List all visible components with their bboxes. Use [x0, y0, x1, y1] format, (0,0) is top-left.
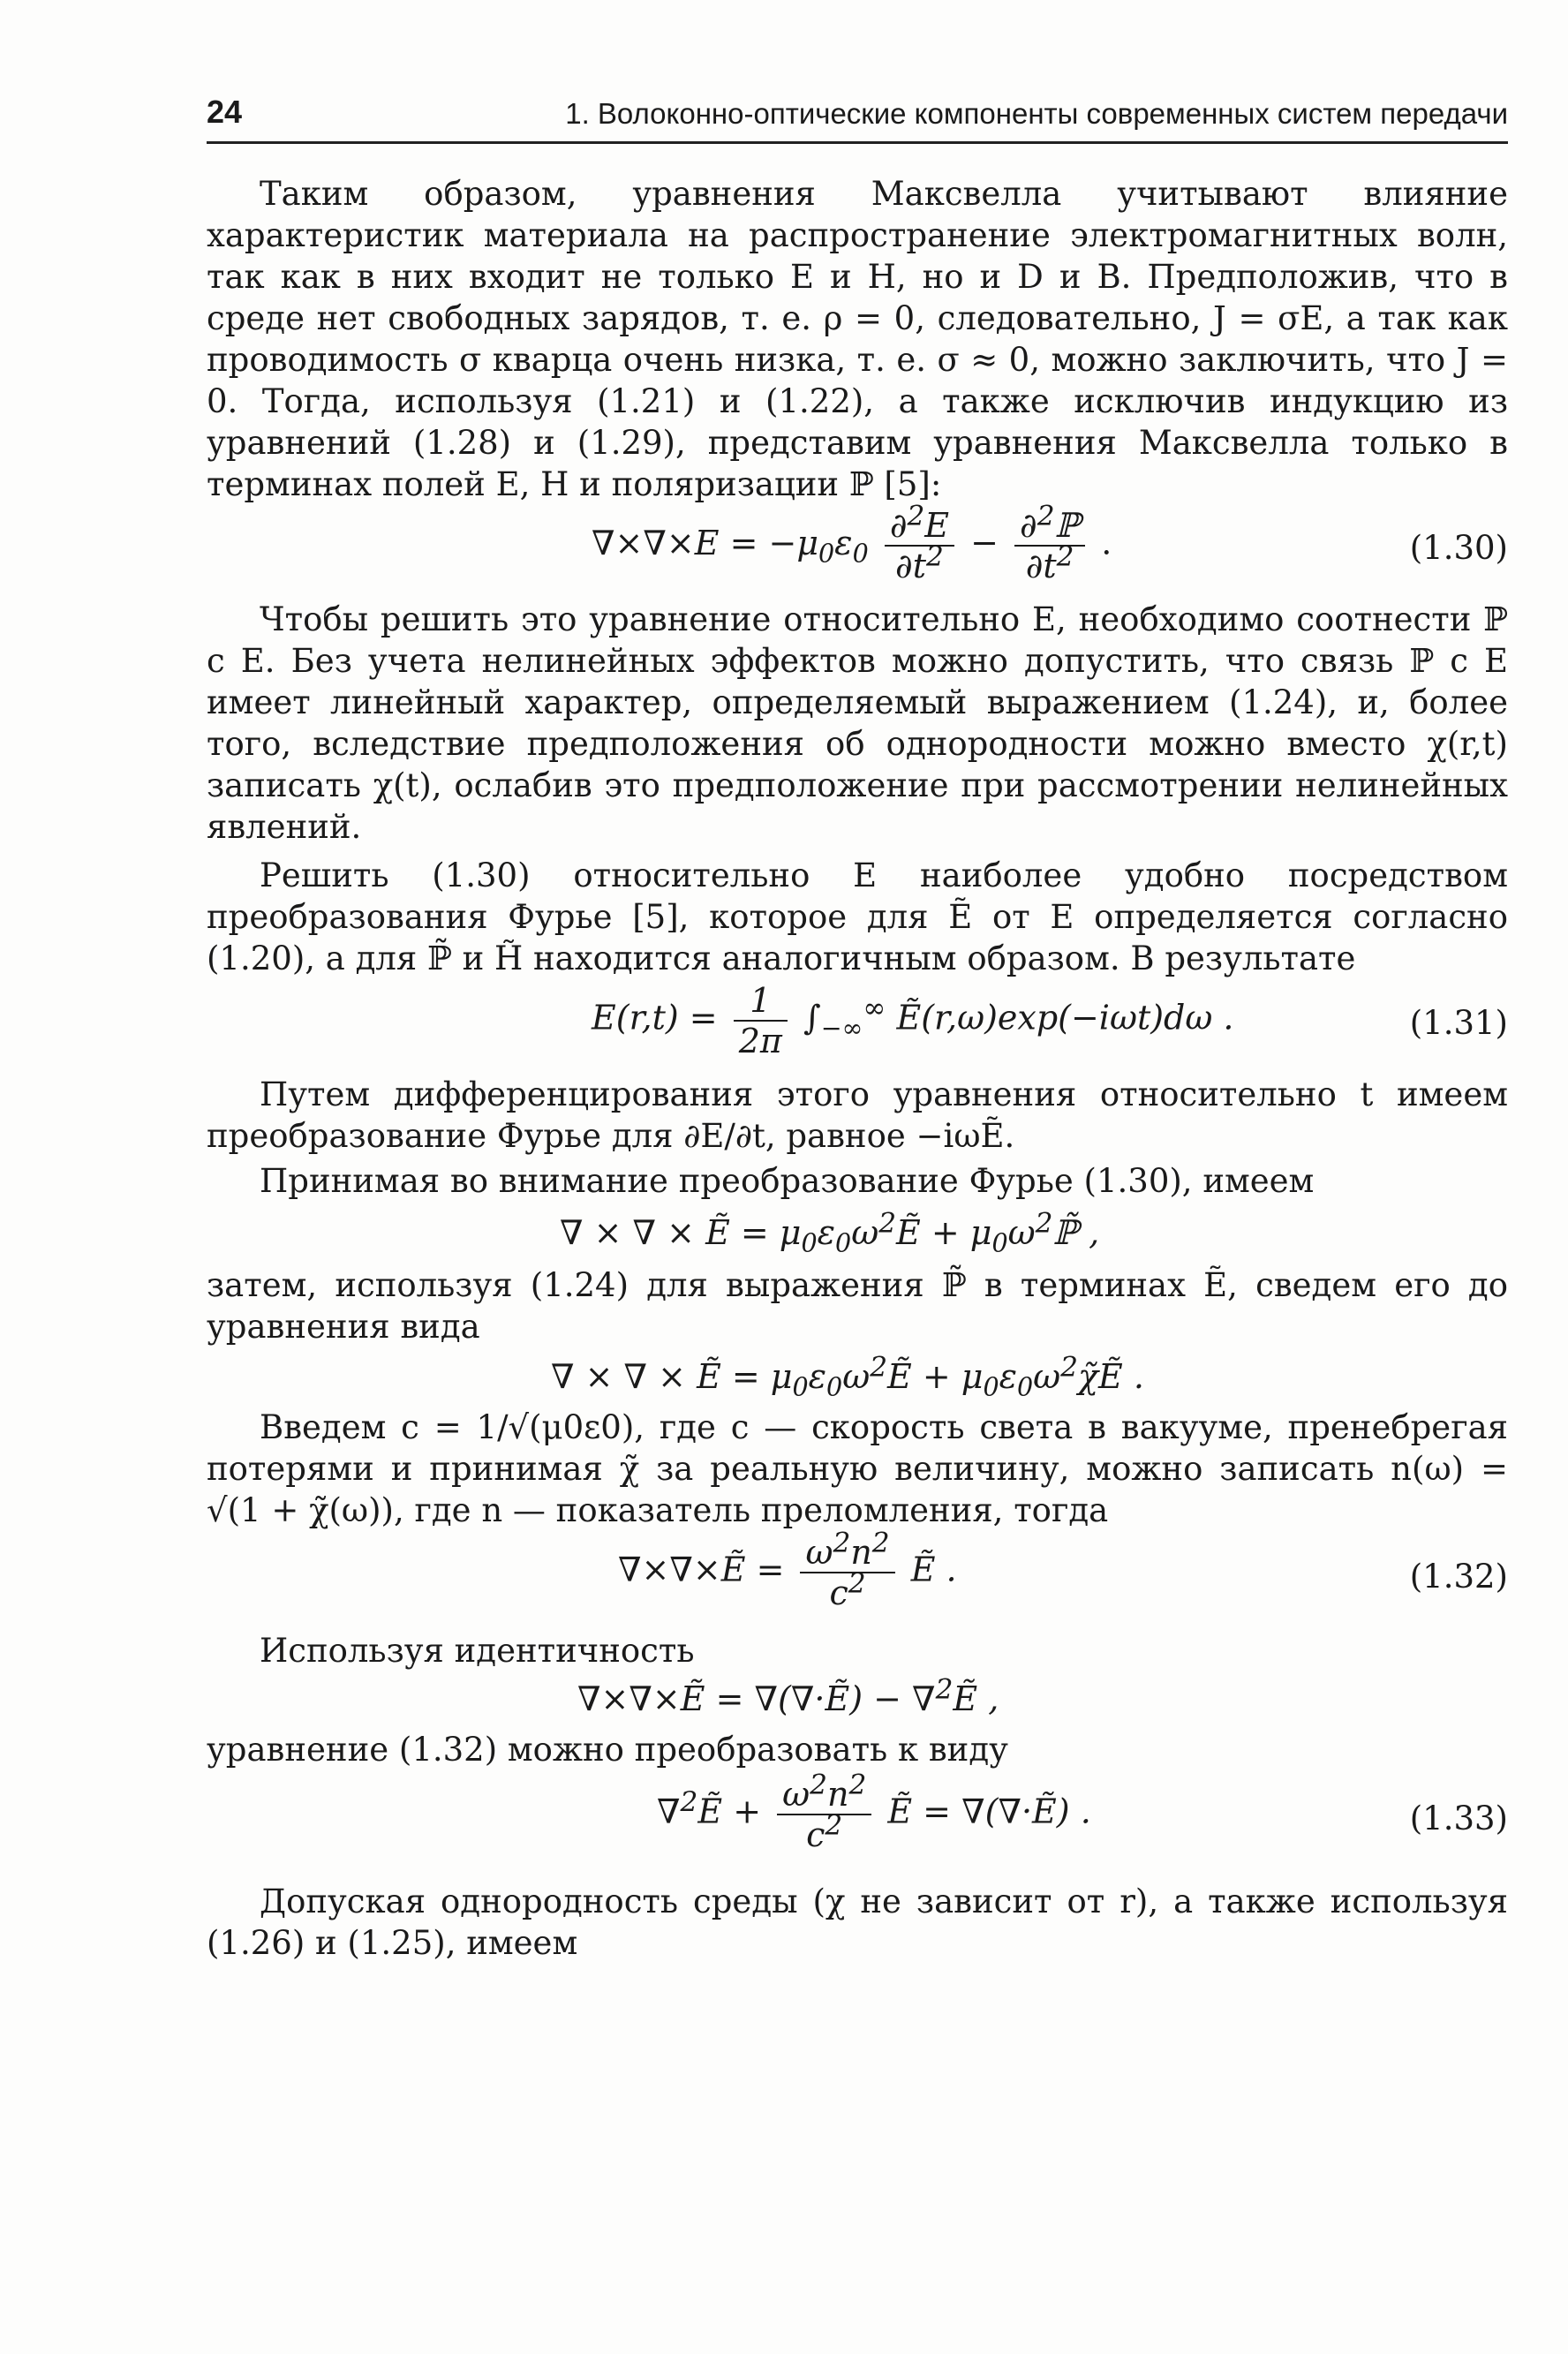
paragraph-3: Решить (1.30) относительно E наиболее удобно посредством преобразования Фурье [5], которое для Ẽ от E определяется согласно (1.20), а для ℙ̃ и H̃ находится аналогичным образом. В результате [207, 856, 1508, 977]
equation-number-1-33: (1.33) [1409, 1799, 1508, 1837]
chapter-title: 1. Волоконно-оптические компоненты современных систем передачи [565, 97, 1508, 130]
paragraph-10: Допуская однородность среды (χ не зависит от r), а также используя (1.26) и (1.25), имеем [207, 1882, 1508, 1962]
equation-number-1-32: (1.32) [1409, 1558, 1508, 1596]
paragraph-2: Чтобы решить это уравнение относительно E, необходимо соотнести ℙ с E. Без учета нелинейных эффектов можно допустить, что связь ℙ с E имеет линейный характер, определяемый выражением (1.24), и, более того, вследствие предположения об однородности можно вместо χ(r,t) записать χ(t), ослабив это предположение при рассмотрении нелинейных явлений. [207, 600, 1508, 846]
page-number: 24 [207, 94, 243, 130]
equation-number-1-30: (1.30) [1409, 529, 1508, 567]
running-header [207, 88, 1508, 144]
equation-1-30: $\nabla\times\nabla\times E = -\mu_0\varepsilon_0$ $\frac{\partial^2E}{\partial t^2}$ − $\frac{\partial^2ℙ}{\partial t^2}$ . (1.30) [592, 500, 1508, 585]
equation-fourier-1-30: ∇ × ∇ × Ẽ = $\mu_0\varepsilon_0\omega^2Ẽ$ + $\mu_0\omega^2ℙ̃$ , [560, 1207, 1100, 1258]
equation-1-33: ∇$^2$Ẽ + $\frac{\omega^2n^2}{c^2}$ Ẽ = ∇(∇·Ẽ) . (1.33) [657, 1769, 1508, 1854]
equation-number-1-31: (1.31) [1409, 1004, 1508, 1042]
paragraph-6: затем, используя (1.24) для выражения ℙ̃ в терминах Ẽ, сведем его до уравнения вида [207, 1266, 1508, 1346]
paragraph-1: Таким образом, уравнения Максвелла учитывают влияние характеристик материала на распространение электромагнитных волн, так как в них входит не только E и H, но и D и B. Предположив, что в среде нет свободных зарядов, т. е. ρ = 0, следовательно, J = σE, а так как проводимость σ кварца очень низка, т. е. σ ≈ 0, можно заключить, что J = 0. Тогда, используя (1.21) и (1.22), а также исключив индукцию из уравнений (1.28) и (1.29), представим уравнения Максвелла только в терминах полей E, H и поляризации ℙ [5]: [207, 175, 1508, 503]
text-body [207, 173, 1508, 1964]
paragraph-5: Принимая во внимание преобразование Фурье (1.30), имеем [260, 1162, 1315, 1200]
equation-1-32: ∇×∇×Ẽ = $\frac{\omega^2n^2}{c^2}$ Ẽ . (1.32) [618, 1527, 1508, 1612]
equation-susceptibility: ∇ × ∇ × Ẽ = $\mu_0\varepsilon_0\omega^2Ẽ$ + $\mu_0\varepsilon_0\omega^2\chĩẼ$ . [551, 1351, 1144, 1402]
equation-identity: ∇×∇×Ẽ = ∇(∇·Ẽ) − ∇$^2$Ẽ , [577, 1673, 999, 1718]
paragraph-8: Используя идентичность [260, 1632, 695, 1670]
paragraph-9: уравнение (1.32) можно преобразовать к виду [207, 1731, 1008, 1769]
paragraph-7: Введем c = 1/√(μ0ε0), где c — скорость света в вакууме, пренебрегая потерями и принимая χ̃ за реальную величину, можно записать n(ω) = √(1 + χ̃(ω)), где n — показатель преломления, тогда [207, 1408, 1508, 1529]
equation-1-31: E(r,t) = $\frac{1}{2\pi}$ $\int_{-\infty}^\infty$ Ẽ(r,ω)exp(−iωt)dω . (1.31) [592, 981, 1508, 1060]
paragraph-4: Путем дифференцирования этого уравнения относительно t имеем преобразование Фурье для ∂E/∂t, равное −iωẼ. [207, 1075, 1508, 1155]
